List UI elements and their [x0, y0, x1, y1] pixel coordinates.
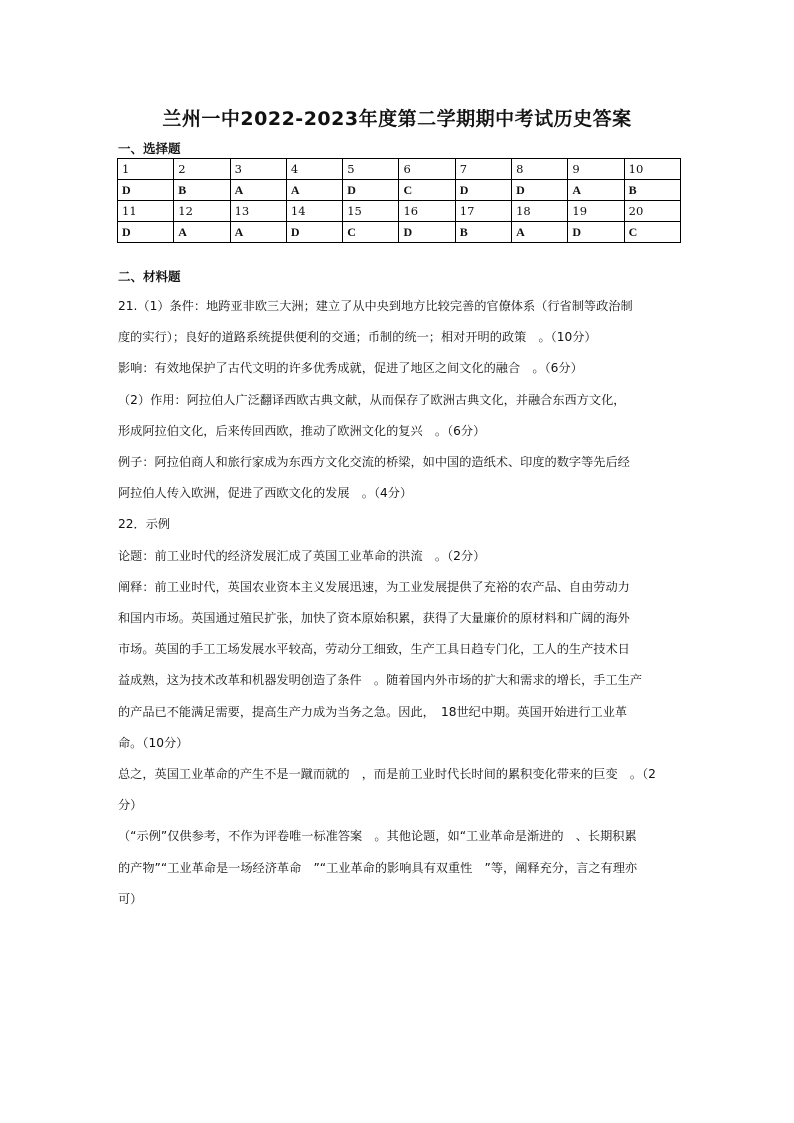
answer-cell: A	[174, 222, 230, 243]
answer-cell: D	[118, 222, 174, 243]
question-number-cell: 17	[455, 201, 511, 222]
answer-text-line: 度的实行）；良好的道路系统提供便利的交通；币制的统一；相对开明的政策 。（10分）	[118, 330, 597, 345]
question-number-cell: 4	[286, 159, 342, 180]
answer-text-line: （“示例”仅供参考，不作为评卷唯一标准答案 。其他论题，如“工业革命是渐进的 、长期积累	[118, 829, 637, 844]
answer-text-line: 21.（1）条件：地跨亚非欧三大洲；建立了从中央到地方比较完善的官僚体系（行省制等政治制	[118, 299, 633, 313]
answer-table	[117, 158, 681, 243]
question-number-cell: 5	[343, 159, 399, 180]
answer-text-line: 论题：前工业时代的经济发展汇成了英国工业革命的洪流 。（2分）	[118, 548, 486, 563]
question-number-cell: 13	[230, 201, 286, 222]
question-number-cell: 18	[512, 201, 568, 222]
question-number-cell: 14	[286, 201, 342, 222]
answer-cell: D	[568, 222, 624, 243]
question-number-cell: 19	[568, 201, 624, 222]
answer-cell: C	[624, 222, 680, 243]
section-heading-material: 二、材料题	[118, 269, 181, 284]
question-number-cell: 11	[118, 201, 174, 222]
answer-text-line: 阐释：前工业时代，英国农业资本主义发展迅速，为工业发展提供了充裕的农产品、自由劳动力	[118, 579, 630, 594]
answer-row	[118, 222, 681, 243]
question-number-cell: 9	[568, 159, 624, 180]
answer-text-line: 和国内市场。英国通过殖民扩张，加快了资本原始积累，获得了大量廉价的原材料和广阔的海外	[118, 611, 630, 626]
question-number-cell: 15	[343, 201, 399, 222]
answer-cell: C	[343, 222, 399, 243]
answer-cell: D	[118, 180, 174, 201]
answer-text-line: 阿拉伯人传入欧洲，促进了西欧文化的发展 。（4分）	[118, 486, 413, 501]
answer-cell: D	[286, 222, 342, 243]
question-number-cell: 1	[118, 159, 174, 180]
question-number-cell: 7	[455, 159, 511, 180]
answer-cell: B	[624, 180, 680, 201]
material-answers	[118, 291, 680, 915]
answer-text-line: 例子：阿拉伯商人和旅行家成为东西方文化交流的桥梁，如中国的造纸术、印度的数字等先后经	[118, 455, 630, 470]
answer-text-line: 总之，英国工业革命的产生不是一蹴而就的 ，而是前工业时代长时间的累积变化带来的巨变 。（2	[118, 767, 656, 782]
answer-text-line: 命。（10分）	[118, 735, 189, 750]
question-number-cell: 3	[230, 159, 286, 180]
answer-text-line: 的产品已不能满足需要，提高生产力成为当务之急。因此， 18世纪中期。英国开始进行工业革	[118, 704, 628, 719]
answer-cell: D	[512, 180, 568, 201]
answer-cell: A	[230, 180, 286, 201]
answer-text-line: 可）	[118, 891, 143, 906]
answer-text-line: 市场。英国的手工工场发展水平较高，劳动分工细致，生产工具日趋专门化，工人的生产技术日	[118, 642, 630, 657]
answer-text-line: 的产物”“工业革命是一场经济革命 ”“工业革命的影响具有双重性 ”等，阐释充分，言之有理亦	[118, 860, 638, 875]
answer-cell: A	[512, 222, 568, 243]
answer-cell: D	[343, 180, 399, 201]
question-number-cell: 6	[399, 159, 455, 180]
question-number-cell: 8	[512, 159, 568, 180]
answer-cell: D	[399, 222, 455, 243]
answer-cell: A	[568, 180, 624, 201]
answer-cell: C	[399, 180, 455, 201]
answer-text-line: 分）	[118, 798, 143, 813]
answer-text-line: 益成熟，这为技术改革和机器发明创造了条件 。随着国内外市场的扩大和需求的增长，手工生产	[118, 673, 643, 688]
answer-row	[118, 180, 681, 201]
question-number-cell: 20	[624, 201, 680, 222]
answer-text-line: 影响：有效地保护了古代文明的许多优秀成就，促进了地区之间文化的融合 。（6分）	[118, 361, 583, 376]
answer-cell: B	[455, 222, 511, 243]
question-number-row	[118, 159, 681, 180]
answer-text-line: 形成阿拉伯文化，后来传回西欧，推动了欧洲文化的复兴 。（6分）	[118, 423, 486, 438]
question-number-cell: 10	[624, 159, 680, 180]
page-title: 兰州一中2022-2023年度第二学期期中考试历史答案	[162, 108, 632, 130]
question-number-cell: 12	[174, 201, 230, 222]
answer-text-line: 22．示例	[118, 517, 171, 532]
answer-cell: A	[230, 222, 286, 243]
question-number-row	[118, 201, 681, 222]
answer-cell: B	[174, 180, 230, 201]
question-number-cell: 2	[174, 159, 230, 180]
answer-cell: D	[455, 180, 511, 201]
section-heading-choice: 一、选择题	[118, 141, 181, 156]
answer-cell: A	[286, 180, 342, 201]
question-number-cell: 16	[399, 201, 455, 222]
answer-text-line: （2）作用：阿拉伯人广泛翻译西欧古典文献，从而保存了欧洲古典文化，并融合东西方文化，	[118, 392, 626, 407]
